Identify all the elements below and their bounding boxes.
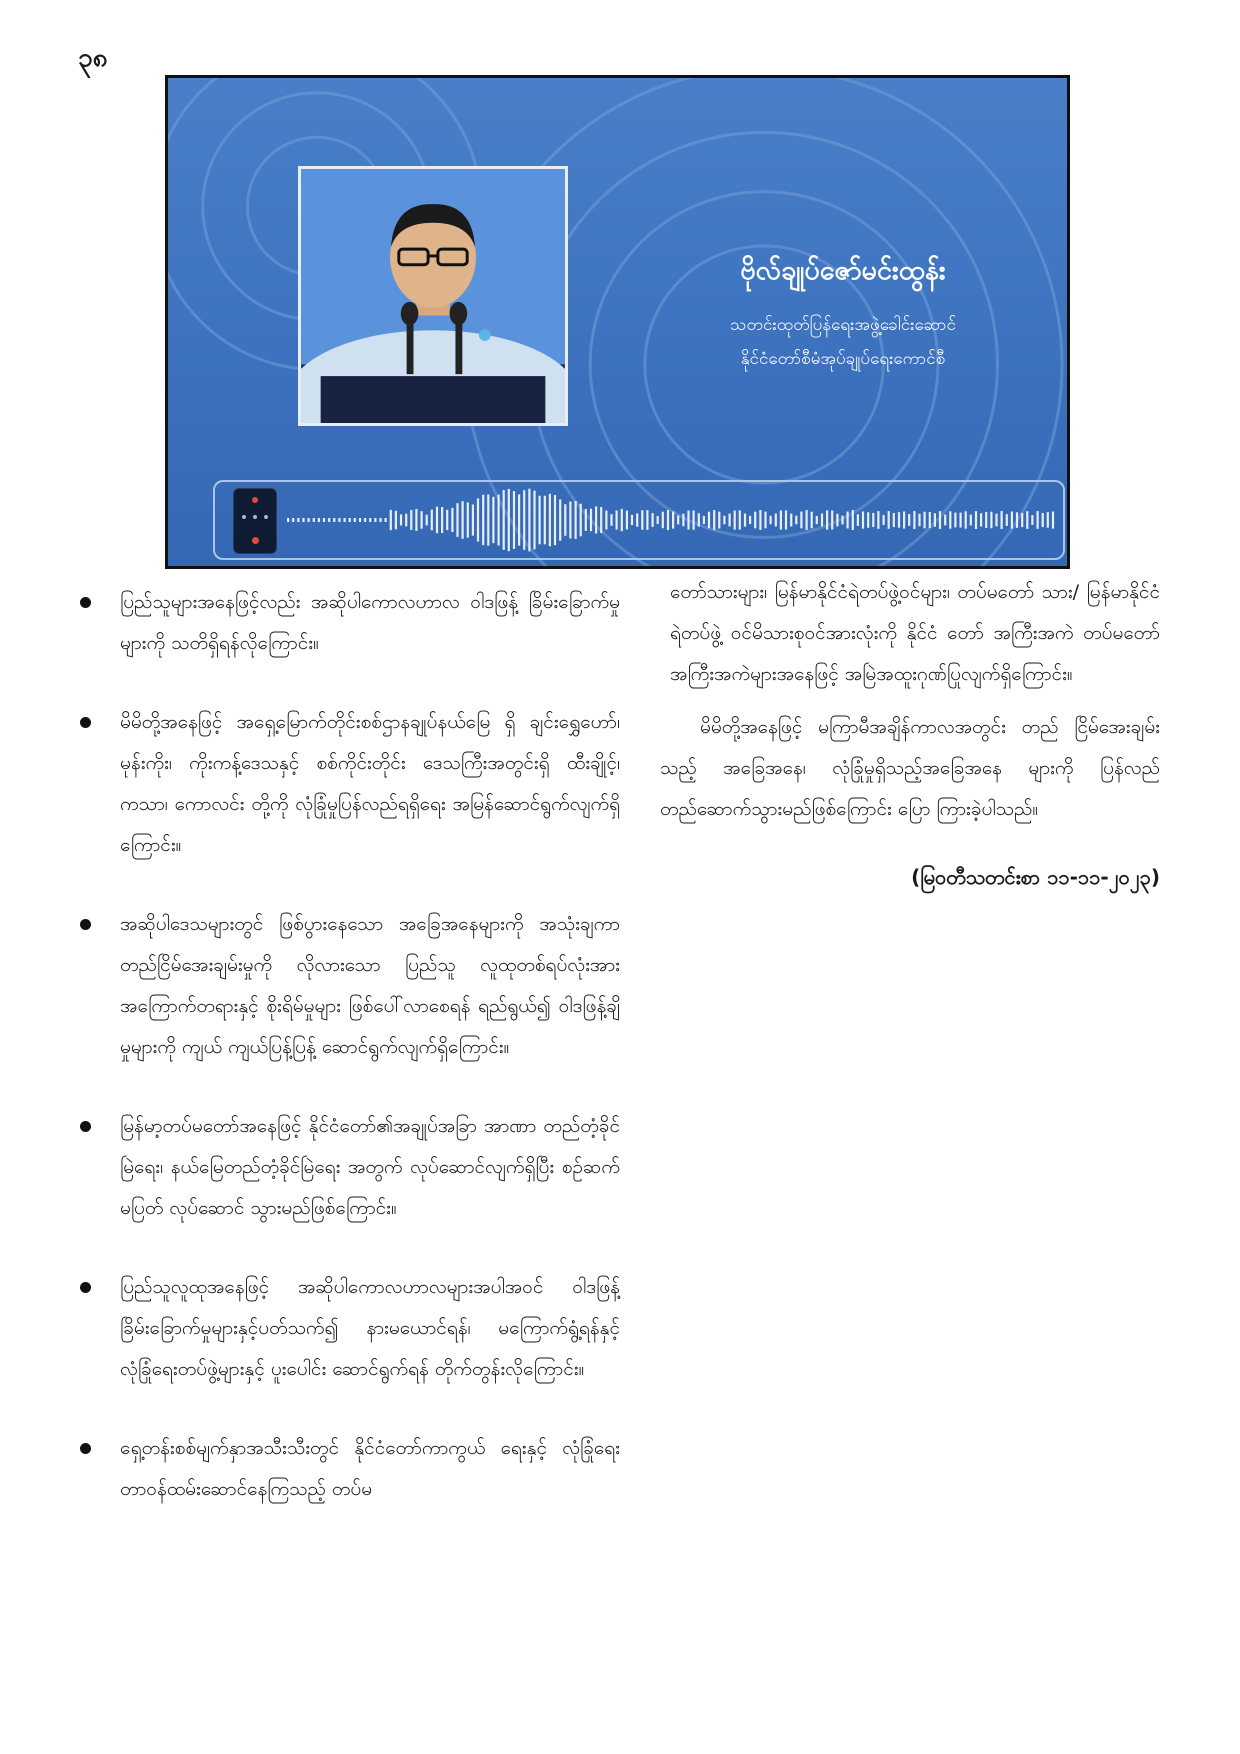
waveform-bar <box>323 518 325 522</box>
speaker-name: ဗိုလ်ချုပ်ဇော်မင်းထွန်း <box>740 255 946 286</box>
waveform-bar <box>318 518 320 522</box>
waveform-bar <box>1047 512 1049 528</box>
waveform-bar <box>631 515 633 525</box>
waveform-bar <box>302 518 304 522</box>
waveform-bar <box>806 510 808 530</box>
waveform-bar <box>472 505 474 536</box>
waveform-bar <box>508 489 510 551</box>
bullet-dot-icon <box>80 1121 91 1132</box>
waveform-bar <box>662 512 664 529</box>
waveform-bar <box>338 518 340 522</box>
waveform-bar <box>626 511 628 530</box>
waveform-bar <box>744 514 746 527</box>
waveform-bar <box>605 511 607 530</box>
bullet-text: မိမိတို့အနေဖြင့် အရှေ့မြောက်တိုင်းစစ်ဌာနချုပ်နယ်မြေ ရှိ ချင်းရွှေဟော်၊ မုန်းကိုး၊ ကိုးကန့်ဒေသနှင့် စစ်ကိုင်းတိုင်း ဒေသကြီးအတွင်းရှိ ထီးချိုင့်၊ ကသာ၊ ကောလင်း တို့ကို လုံခြုံမှုပြန်လည်ရရှိရေး အမြန်ဆောင်ရွက်လျက်ရှိကြောင်း။ <box>120 711 620 856</box>
waveform-bar <box>888 511 890 529</box>
waveform-bar <box>960 513 962 528</box>
waveform-bar <box>313 518 315 522</box>
waveform-bar <box>708 512 710 529</box>
waveform-bar <box>1026 511 1028 529</box>
waveform-bar <box>903 512 905 529</box>
waveform-bar <box>970 515 972 526</box>
waveform-bar <box>477 498 479 541</box>
waveform-bar <box>518 494 520 545</box>
waveform-bar <box>944 515 946 526</box>
bullet-dot-icon <box>80 919 91 930</box>
waveform-bar <box>836 514 838 527</box>
waveform-bar <box>549 494 551 546</box>
waveform-bar <box>308 518 310 522</box>
waveform-bar <box>287 518 289 522</box>
waveform-bar <box>693 510 695 529</box>
waveform-bar <box>580 504 582 537</box>
waveform-bar <box>672 512 674 529</box>
waveform-bar <box>436 507 438 534</box>
waveform-bar <box>826 510 828 529</box>
waveform-bar <box>723 516 725 525</box>
waveform-bar <box>687 511 689 530</box>
waveform-bar <box>734 511 736 530</box>
waveform-bar <box>780 510 782 529</box>
waveform-bar <box>585 509 587 531</box>
waveform-bar <box>872 513 874 527</box>
waveform-bar <box>775 514 777 527</box>
waveform-bar <box>328 518 330 522</box>
bullet-text: ပြည်သူလူထုအနေဖြင့် အဆိုပါကောလဟာလများအပါအဝင် ဝါဒဖြန့်ခြိမ်းခြောက်မှုများနှင့်ပတ်သက်၍ နားမယောင်ရန်၊ မကြောက်ရွံ့ရန်နှင့် လုံခြုံရေးတပ်ဖွဲ့များနှင့် ပူးပေါင်း ဆောင်ရွက်ရန် တိုက်တွန်းလိုကြောင်း။ <box>120 1276 620 1380</box>
waveform-bar <box>610 514 612 526</box>
waveform-bar <box>487 494 489 545</box>
bullet-item <box>80 1106 620 1229</box>
waveform-bar <box>677 516 679 525</box>
waveform-bar <box>621 509 623 531</box>
bullet-dot-icon <box>80 597 91 608</box>
waveform-bar <box>821 513 823 526</box>
waveform-bar <box>395 511 397 530</box>
waveform-bar <box>713 510 715 530</box>
waveform-bar <box>831 511 833 530</box>
waveform-bar <box>539 496 541 545</box>
bullet-item <box>80 1267 620 1390</box>
waveform-bar <box>498 495 500 546</box>
waveform-bar <box>441 507 443 533</box>
waveform-bar <box>349 518 351 522</box>
waveform-bar <box>616 510 618 529</box>
waveform-bar <box>1001 511 1003 529</box>
waveform-bar <box>995 514 997 527</box>
waveform-bar <box>934 513 936 526</box>
waveform-bar <box>374 518 376 522</box>
waveform-bar <box>482 495 484 546</box>
bullet-item <box>80 582 620 664</box>
waveform-bar <box>764 512 766 529</box>
waveform-bar <box>867 512 869 528</box>
waveform-bar <box>390 510 392 530</box>
waveform-bar <box>344 518 346 522</box>
waveform-bar <box>297 518 299 522</box>
phone-icon <box>233 488 277 554</box>
closing-paragraph: မိမိတို့အနေဖြင့် မကြာမီအချိန်ကာလအတွင်း တည် ငြိမ်အေးချမ်းသည့် အခြေအနေ၊ လုံခြုံမှုရှိသည့်အခြေအနေ များကို ပြန်လည်တည်ဆောက်သွားမည်ဖြစ်ကြောင်း ပြော ကြားခဲ့ပါသည်။ <box>660 716 1160 820</box>
waveform-bar <box>523 490 525 550</box>
waveform-bar <box>657 516 659 524</box>
waveform-bar <box>564 504 566 536</box>
waveform-bar <box>939 511 941 529</box>
waveform-bar <box>949 511 951 528</box>
waveform-bar <box>975 511 977 529</box>
waveform-bar <box>528 489 530 552</box>
waveform-bar <box>965 511 967 528</box>
waveform-bar <box>410 510 412 530</box>
waveform-bar <box>954 513 956 528</box>
waveform-bar <box>857 514 859 526</box>
waveform-bar <box>749 516 751 524</box>
bullet-text: ပြည်သူများအနေဖြင့်လည်း အဆိုပါကောလဟာလ ဝါဒဖြန့် ခြိမ်းခြောက်မှုများကို သတိရှိရန်လိုကြောင်း။ <box>120 591 620 654</box>
bullet-item <box>80 702 620 866</box>
waveform-bar <box>431 510 433 531</box>
waveform-bar <box>1016 512 1018 528</box>
continuation-paragraph: တော်သားများ၊ မြန်မာနိုင်ငံရဲတပ်ဖွဲ့ဝင်များ၊ တပ်မတော် သား/ မြန်မာနိုင်ငံရဲတပ်ဖွဲ့ ဝင်မိသားစုဝင်အားလုံးကို နိုင်ငံ တော် အကြီးအကဲ တပ်မတော်အကြီးအကဲများအနေဖြင့် အမြဲအထူးဂုဏ်ပြုလျက်ရှိကြောင်း။ <box>670 581 1160 685</box>
waveform-bar <box>641 510 643 530</box>
waveform-bar <box>456 503 458 537</box>
waveform-bar <box>1011 512 1013 529</box>
waveform-bar <box>667 510 669 530</box>
waveform-bar <box>918 514 920 527</box>
waveform-bar <box>893 513 895 527</box>
speaker-title-line1: သတင်းထုတ်ပြန်ရေးအဖွဲ့ခေါင်းဆောင် <box>730 315 956 335</box>
waveform-bar <box>759 510 761 530</box>
bullet-dot-icon <box>80 1282 91 1293</box>
bullet-item <box>80 904 620 1068</box>
waveform-bar <box>800 512 802 529</box>
speaker-photo <box>298 166 568 426</box>
waveform-bar <box>369 518 371 522</box>
waveform-bar <box>503 490 505 550</box>
waveform-bar <box>785 510 787 529</box>
waveform-bar <box>590 509 592 532</box>
waveform-bar <box>985 512 987 528</box>
waveform-bar <box>333 518 335 522</box>
waveform-bar <box>1052 512 1054 529</box>
waveform-bar <box>703 516 705 524</box>
waveform-bar <box>467 502 469 537</box>
waveform-bar <box>462 501 464 539</box>
waveform-bar <box>795 516 797 525</box>
source-citation: (မြဝတီသတင်းစာ ၁၁-၁၁-၂၀၂၃) <box>911 865 1160 889</box>
waveform-bar <box>682 514 684 527</box>
waveform-bar <box>513 491 515 549</box>
waveform-bar <box>811 512 813 529</box>
waveform-bar <box>379 518 381 522</box>
waveform-bar <box>770 516 772 524</box>
bullet-dot-icon <box>80 1443 91 1454</box>
waveform-bar <box>405 514 407 527</box>
bullet-item <box>80 1428 620 1510</box>
waveform-bar <box>646 510 648 530</box>
waveform-bar <box>883 515 885 525</box>
waveform-bar <box>446 510 448 530</box>
waveform-bar <box>559 499 561 540</box>
waveform-bar <box>554 495 556 545</box>
page-number: ၃၈ <box>78 43 108 73</box>
waveform-icon <box>287 488 1057 552</box>
waveform-bar <box>841 516 843 525</box>
waveform-bar <box>877 511 879 529</box>
waveform-bar <box>852 510 854 530</box>
speaker-portrait-icon <box>301 169 565 423</box>
waveform-bar <box>400 514 402 525</box>
left-column <box>80 582 620 1548</box>
waveform-bar <box>595 506 597 533</box>
waveform-bar <box>908 514 910 526</box>
waveform-bar <box>1006 514 1008 526</box>
waveform-bar <box>354 518 356 522</box>
waveform-bar <box>575 501 577 539</box>
bullet-text: အဆိုပါဒေသများတွင် ဖြစ်ပွားနေသော အခြေအနေများကို အသုံးချကာ တည်ငြိမ်အေးချမ်းမှုကို လိုလားသော ပြည်သူ လူထုတစ်ရပ်လုံးအား အကြောက်တရားနှင့် စိုးရိမ်မှုများ ဖြစ်ပေါ်လာစေရန် ရည်ရွယ်၍ ဝါဒဖြန့်ချိမှုများကို ကျယ် ကျယ်ပြန့်ပြန့် ဆောင်ရွက်လျက်ရှိကြောင်း။ <box>120 913 620 1058</box>
waveform-bar <box>385 518 387 522</box>
waveform-bar <box>421 511 423 529</box>
waveform-bar <box>990 512 992 529</box>
waveform-bar <box>426 515 428 526</box>
waveform-bar <box>1042 513 1044 527</box>
audio-waveform-bar <box>213 480 1065 560</box>
right-column <box>660 572 1160 894</box>
waveform-bar <box>790 514 792 527</box>
waveform-bar <box>862 512 864 529</box>
waveform-bar <box>718 512 720 529</box>
hero-image <box>165 75 1070 569</box>
waveform-bar <box>364 518 366 522</box>
waveform-bar <box>544 496 546 545</box>
waveform-bar <box>754 512 756 529</box>
waveform-bar <box>898 512 900 528</box>
waveform-bar <box>847 512 849 529</box>
waveform-bar <box>636 513 638 526</box>
waveform-bar <box>533 491 535 550</box>
waveform-bar <box>698 513 700 526</box>
waveform-bar <box>415 509 417 531</box>
waveform-bar <box>739 510 741 529</box>
waveform-bar <box>652 513 654 527</box>
waveform-bar <box>600 507 602 533</box>
waveform-bar <box>292 518 294 522</box>
bullet-text: ရှေ့တန်းစစ်မျက်နှာအသီးသီးတွင် နိုင်ငံတော်ကာကွယ် ရေးနှင့် လုံခြုံရေးတာဝန်ထမ်းဆောင်နေကြသည့် တပ်မ <box>120 1437 620 1500</box>
waveform-bar <box>913 511 915 529</box>
waveform-bar <box>1031 515 1033 525</box>
waveform-bar <box>980 513 982 526</box>
waveform-bar <box>1037 511 1039 529</box>
bullet-text: မြန်မာ့တပ်မတော်အနေဖြင့် နိုင်ငံတော်၏အချုပ်အခြာ အာဏာ တည်တံ့ခိုင်မြဲရေး၊ နယ်မြေတည်တံ့ခိုင်မြဲရေး အတွက် လုပ်ဆောင်လျက်ရှိပြီး စဉ်ဆက်မပြတ် လုပ်ဆောင် သွားမည်ဖြစ်ကြောင်း။ <box>120 1115 620 1219</box>
bullet-dot-icon <box>80 717 91 728</box>
waveform-bar <box>569 502 571 539</box>
waveform-bar <box>816 516 818 524</box>
waveform-bar <box>929 512 931 528</box>
waveform-bar <box>492 497 494 543</box>
waveform-bar <box>924 512 926 529</box>
waveform-bar <box>729 514 731 527</box>
waveform-bar <box>1021 513 1023 527</box>
waveform-bar <box>359 518 361 522</box>
waveform-bar <box>451 508 453 532</box>
speaker-title-line2: နိုင်ငံတော်စီမံအုပ်ချုပ်ရေးကောင်စီ <box>740 349 946 369</box>
